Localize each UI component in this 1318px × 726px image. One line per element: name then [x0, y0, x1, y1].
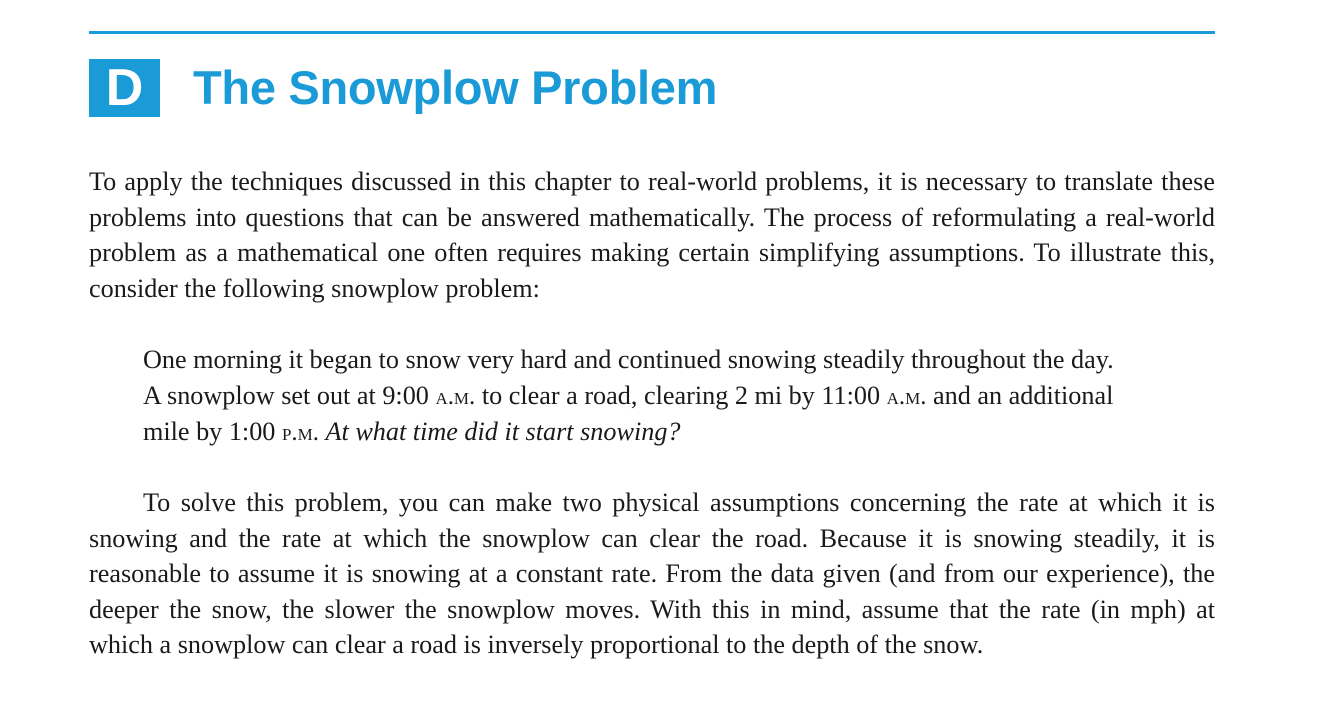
problem-statement — [143, 342, 1133, 451]
problem-text-2: to clear a road, clearing 2 mi by 11:00 — [475, 380, 887, 410]
section-letter-badge: D — [89, 59, 160, 117]
time-suffix-2: a.m. — [886, 382, 927, 410]
problem-question: At what time did it start snowing? — [325, 417, 681, 447]
time-suffix-1: a.m. — [435, 382, 476, 410]
problem-text-3: and an additional mile by 1:00 — [143, 380, 1114, 447]
section-header — [89, 59, 717, 117]
solution-paragraph: To solve this problem, you can make two physical assumptions concerning the rate at which it is snowing and the rate at which the snowplow can clear the road. Because it is snowing steadily, it is reasonable to assume it is snowing at a constant rate. From the data given (and from our experience), the deeper the snow, the slower the snowplow moves. With this in mind, assume that the rate (in mph) at which a snowplow can clear a road is inversely proportional to the depth of the snow. — [89, 488, 1215, 660]
time-suffix-3: p.m. — [281, 419, 319, 447]
section-title: The Snowplow Problem — [193, 61, 718, 114]
problem-text-1: One morning it began to snow very hard and continued snowing steadily throughout the day. A snowplow set out at 9:00 — [143, 345, 1114, 410]
top-rule — [89, 31, 1215, 34]
intro-paragraph: To apply the techniques discussed in this chapter to real-world problems, it is necessary to translate these problems into questions that can be answered mathematically. The process of reformulating a real-world problem as a mathematical one often requires making certain simplifying assumptions. To illustrate this, consider the following snowplow problem: — [89, 167, 1215, 303]
